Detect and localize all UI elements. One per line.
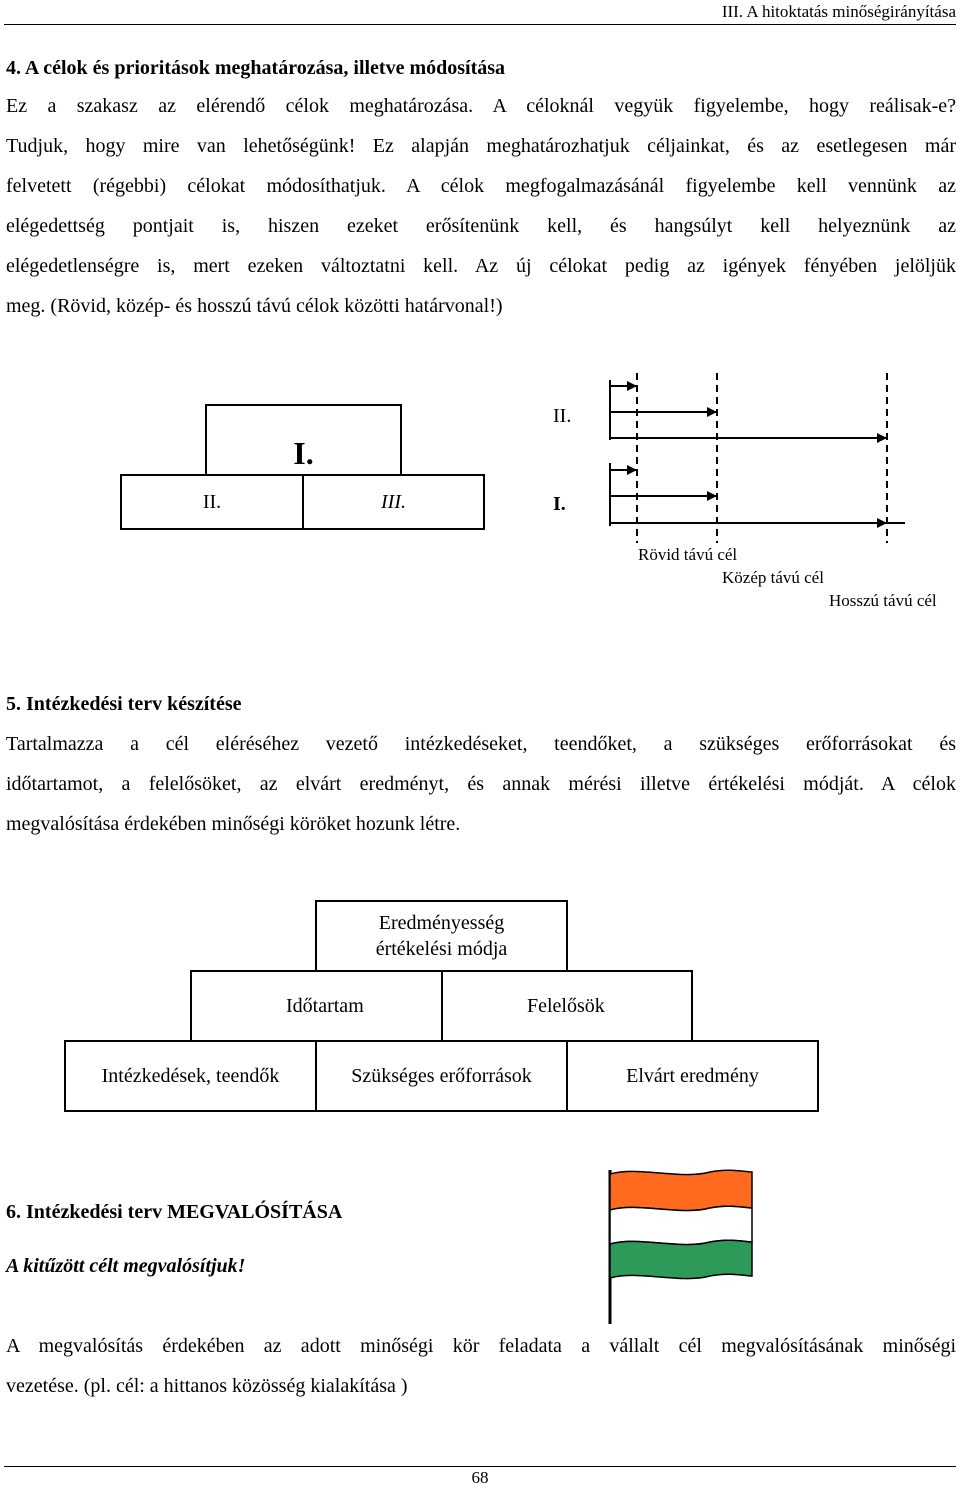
flag-red-stripe	[610, 1170, 752, 1210]
section-5-paragraph	[6, 724, 956, 844]
paragraph-line: Tudjuk, hogy mire van lehetőségünk! Ez alapján meghatározhatjuk céljainkat, és az esetlegesen már	[6, 135, 956, 157]
paragraph-line: megvalósítása érdekében minőségi köröket hozunk létre.	[6, 813, 461, 835]
paragraph-line: elégedettség pontjait is, hiszen ezeket erősítenünk kell, és hangsúlyt kell helyeznünk az	[6, 215, 956, 237]
flag-green-stripe	[610, 1240, 752, 1278]
paragraph-line: vezetése. (pl. cél: a hittanos közösség kialakítása )	[6, 1375, 408, 1397]
legend-short-term: Rövid távú cél	[638, 545, 738, 564]
priority-bottom-right-box: III.	[302, 474, 485, 530]
plan-expected-result-box: Elvárt eredmény	[566, 1040, 819, 1112]
legend-long-term: Hosszú távú cél	[829, 591, 937, 610]
plan-resources-box: Szükséges erőforrások	[315, 1040, 568, 1112]
plan-duration-box: Időtartam	[190, 970, 443, 1042]
priority-bottom-left-box: II.	[120, 474, 304, 530]
timeline-label-upper: II.	[553, 405, 572, 427]
paragraph-line: A megvalósítás érdekében az adott minőségi kör feladata a vállalt cél megvalósításának minőségi	[6, 1335, 956, 1357]
priority-top-box: I.	[205, 404, 402, 476]
section-5-heading: 5. Intézkedési terv készítése	[6, 693, 242, 715]
flag-white-stripe	[610, 1206, 752, 1244]
page-number: 68	[471, 1468, 489, 1487]
section-6-paragraph	[6, 1326, 956, 1406]
paragraph-line: Tartalmazza a cél eléréséhez vezető intézkedéseket, teendőket, a szükséges erőforrásokat és	[6, 733, 956, 755]
section-6-subheading: A kitűzött célt megvalósítjuk!	[6, 1255, 246, 1277]
paragraph-line: meg. (Rövid, közép- és hosszú távú célok közötti határvonal!)	[6, 295, 503, 317]
plan-evaluation-line-2: értékelési módja	[375, 938, 508, 960]
paragraph-line: elégedetlenségre is, mert ezeken változtatni kell. Az új célokat pedig az igények fényében jelöljük	[6, 255, 956, 277]
paragraph-line: időtartamot, a felelősöket, az elvárt eredményt, és annak mérési illetve értékelési módját. A célok	[6, 773, 956, 795]
timeline-label-lower: I.	[553, 493, 566, 515]
plan-evaluation-line-1: Eredményesség	[378, 912, 505, 934]
plan-actions-box: Intézkedések, teendők	[64, 1040, 317, 1112]
plan-responsibles-box: Felelősök	[441, 970, 693, 1042]
hungarian-flag-illustration	[600, 1166, 760, 1326]
timeline-arrows-diagram	[600, 368, 910, 548]
paragraph-line: felvetett (régebbi) célokat módosíthatjuk. A célok megfogalmazásánál figyelembe kell vennünk az	[6, 175, 956, 197]
legend-mid-term: Közép távú cél	[722, 568, 824, 587]
plan-evaluation-box	[315, 900, 568, 972]
paragraph-line: Ez a szakasz az elérendő célok meghatározása. A céloknál vegyük figyelembe, hogy reálisak-e?	[6, 95, 956, 117]
section-4-paragraph	[6, 86, 956, 326]
section-6-heading: 6. Intézkedési terv MEGVALÓSÍTÁSA	[6, 1201, 343, 1223]
header-rule	[4, 24, 956, 25]
section-4-heading: 4. A célok és prioritások meghatározása, illetve módosítása	[6, 57, 506, 79]
running-header: III. A hitoktatás minőségirányítása	[721, 2, 956, 21]
